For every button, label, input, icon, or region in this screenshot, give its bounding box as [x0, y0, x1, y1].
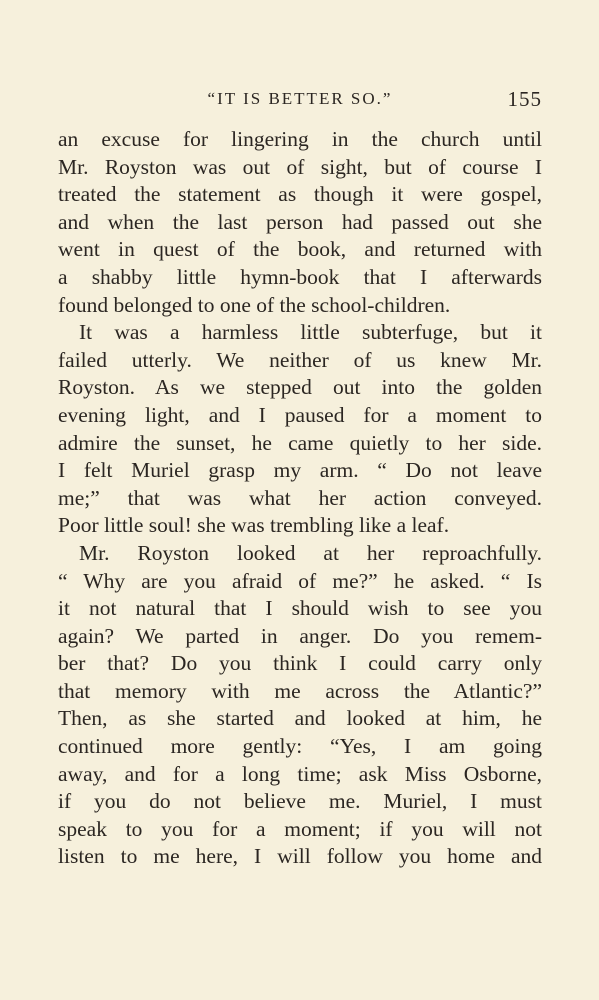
text-line: Then, as she started and looked at him, he [58, 706, 542, 731]
text-line: if you do not believe me. Muriel, I must [58, 789, 542, 814]
text-line: ber that? Do you think I could carry only [58, 651, 542, 676]
text-line: found belonged to one of the school-children. [58, 292, 451, 317]
paragraph-start-line: Mr. Royston looked at her reproachfully. [79, 540, 542, 565]
text-line: again? We parted in anger. Do you remem- [58, 623, 542, 648]
text-line: away, and for a long time; ask Miss Osborne, [58, 761, 542, 786]
text-line: Royston. As we stepped out into the golden [58, 375, 542, 400]
text-line: failed utterly. We neither of us knew Mr. [58, 347, 542, 372]
text-line: Mr. Royston was out of sight, but of course I [58, 154, 542, 179]
text-line: went in quest of the book, and returned with [58, 237, 542, 262]
text-line: Poor little soul! she was trembling like a leaf. [58, 513, 450, 538]
text-line: treated the statement as though it were gospel, [58, 182, 542, 207]
text-line: evening light, and I paused for a moment to [58, 402, 542, 427]
text-line: I felt Muriel grasp my arm. “ Do not leave [58, 458, 542, 483]
text-line: speak to you for a moment; if you will not [58, 816, 542, 841]
text-line: admire the sunset, he came quietly to her side. [58, 430, 542, 455]
running-head [58, 84, 542, 114]
text-line: it not natural that I should wish to see you [58, 596, 542, 621]
text-line: “ Why are you afraid of me?” he asked. “ Is [58, 568, 542, 593]
text-line: listen to me here, I will follow you home and [58, 844, 542, 869]
text-line: that memory with me across the Atlantic?” [58, 678, 542, 703]
page-number: 155 [507, 87, 542, 111]
running-title: “IT IS BETTER SO.” [207, 89, 393, 108]
text-line: and when the last person had passed out she [58, 209, 542, 234]
paragraph-start-line: It was a harmless little subterfuge, but it [79, 320, 542, 345]
text-line: continued more gently: “Yes, I am going [58, 734, 542, 759]
body-text [58, 126, 542, 871]
text-line: an excuse for lingering in the church until [58, 127, 542, 151]
text-line: me;” that was what her action conveyed. [58, 485, 542, 510]
text-line: a shabby little hymn-book that I afterwards [58, 264, 542, 289]
